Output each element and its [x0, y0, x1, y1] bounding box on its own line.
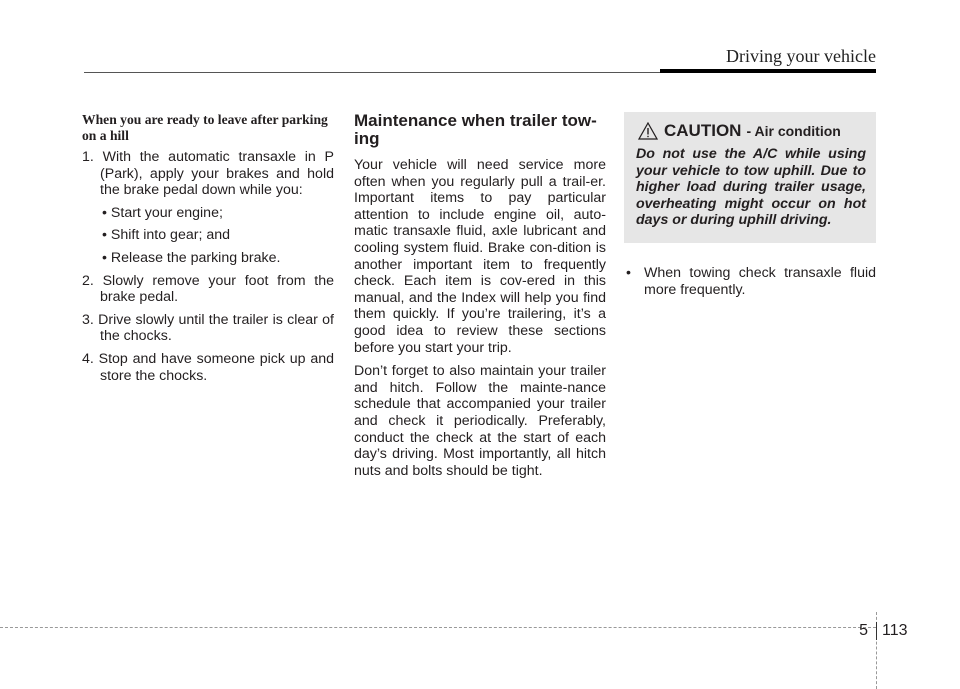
step-2 — [82, 273, 334, 306]
maintenance-paragraph-1: Your vehicle will need service more often when you regularly pull a trail-er. Important items to pay particular attention to include engine oil, auto-matic transaxle fluid, axle lubricant and cooling system fluid. Brake con-dition is another important item to frequently check. Each item is cov-ered in this manual, and the Index will help you find them quickly. If you’re trailering, it’s a good idea to review these sections before you start your trip. — [354, 157, 606, 356]
bullet-shift-gear: • Shift into gear; and — [102, 227, 231, 244]
maintenance-paragraph-2: Don’t forget to also maintain your trailer and hitch. Follow the mainte-nance schedule that accompanied your trailer and check it periodically. Preferably, conduct the check at the start of each day’s driving. Most importantly, all hitch nuts and bolts should be tight. — [354, 363, 606, 479]
chapter-number: 5 — [859, 622, 868, 639]
middle-column — [354, 112, 606, 486]
step-4 — [82, 351, 334, 384]
step-1-number: 1. — [82, 149, 103, 165]
step-2-number: 2. — [82, 272, 103, 289]
bullet-start-engine: • Start your engine; — [102, 204, 223, 221]
transaxle-bullet — [624, 265, 876, 298]
footer-divider — [876, 622, 877, 640]
caution-word: CAUTION — [664, 120, 742, 140]
transaxle-bullet-text: When towing check transaxle fluid more frequently. — [644, 264, 876, 298]
caution-text: Do not use the A/C while using your vehicle to tow uphill. Due to higher load during trailer usage, overheating might occur on hot days or during uphill driving. — [636, 146, 866, 229]
page-number: 113 — [882, 622, 908, 639]
caution-header — [636, 122, 866, 140]
caution-subtitle: - Air condition — [746, 122, 841, 139]
caution-box — [624, 112, 876, 243]
hill-leave-heading: When you are ready to leave after parking on a hill — [82, 112, 328, 143]
step-2-text: Slowly remove your foot from the brake pedal. — [100, 272, 335, 306]
maintenance-heading: Maintenance when trailer tow-ing — [354, 111, 597, 148]
step-4-number: 4. — [82, 350, 99, 367]
section-title: Driving your vehicle — [726, 46, 876, 66]
step-4-text: Stop and have someone pick up and store the chocks. — [98, 350, 334, 384]
step-3-text: Drive slowly until the trailer is clear of the chocks. — [98, 311, 334, 345]
header-rule-thick — [660, 69, 876, 73]
bullet-release-brake: • Release the parking brake. — [102, 249, 281, 266]
left-column — [82, 112, 334, 390]
step-3 — [82, 312, 334, 345]
transaxle-bullet-dot: • — [626, 264, 631, 281]
warning-triangle-icon — [638, 122, 658, 140]
step-1-text: With the automatic transaxle in P (Park), apply your brakes and hold the brake pedal down while you: — [100, 149, 335, 199]
right-column — [624, 112, 876, 298]
step-1 — [82, 149, 334, 199]
step-3-number: 3. — [82, 311, 99, 328]
header-rule-thin — [84, 72, 660, 73]
footer-dashed-line — [0, 627, 876, 628]
